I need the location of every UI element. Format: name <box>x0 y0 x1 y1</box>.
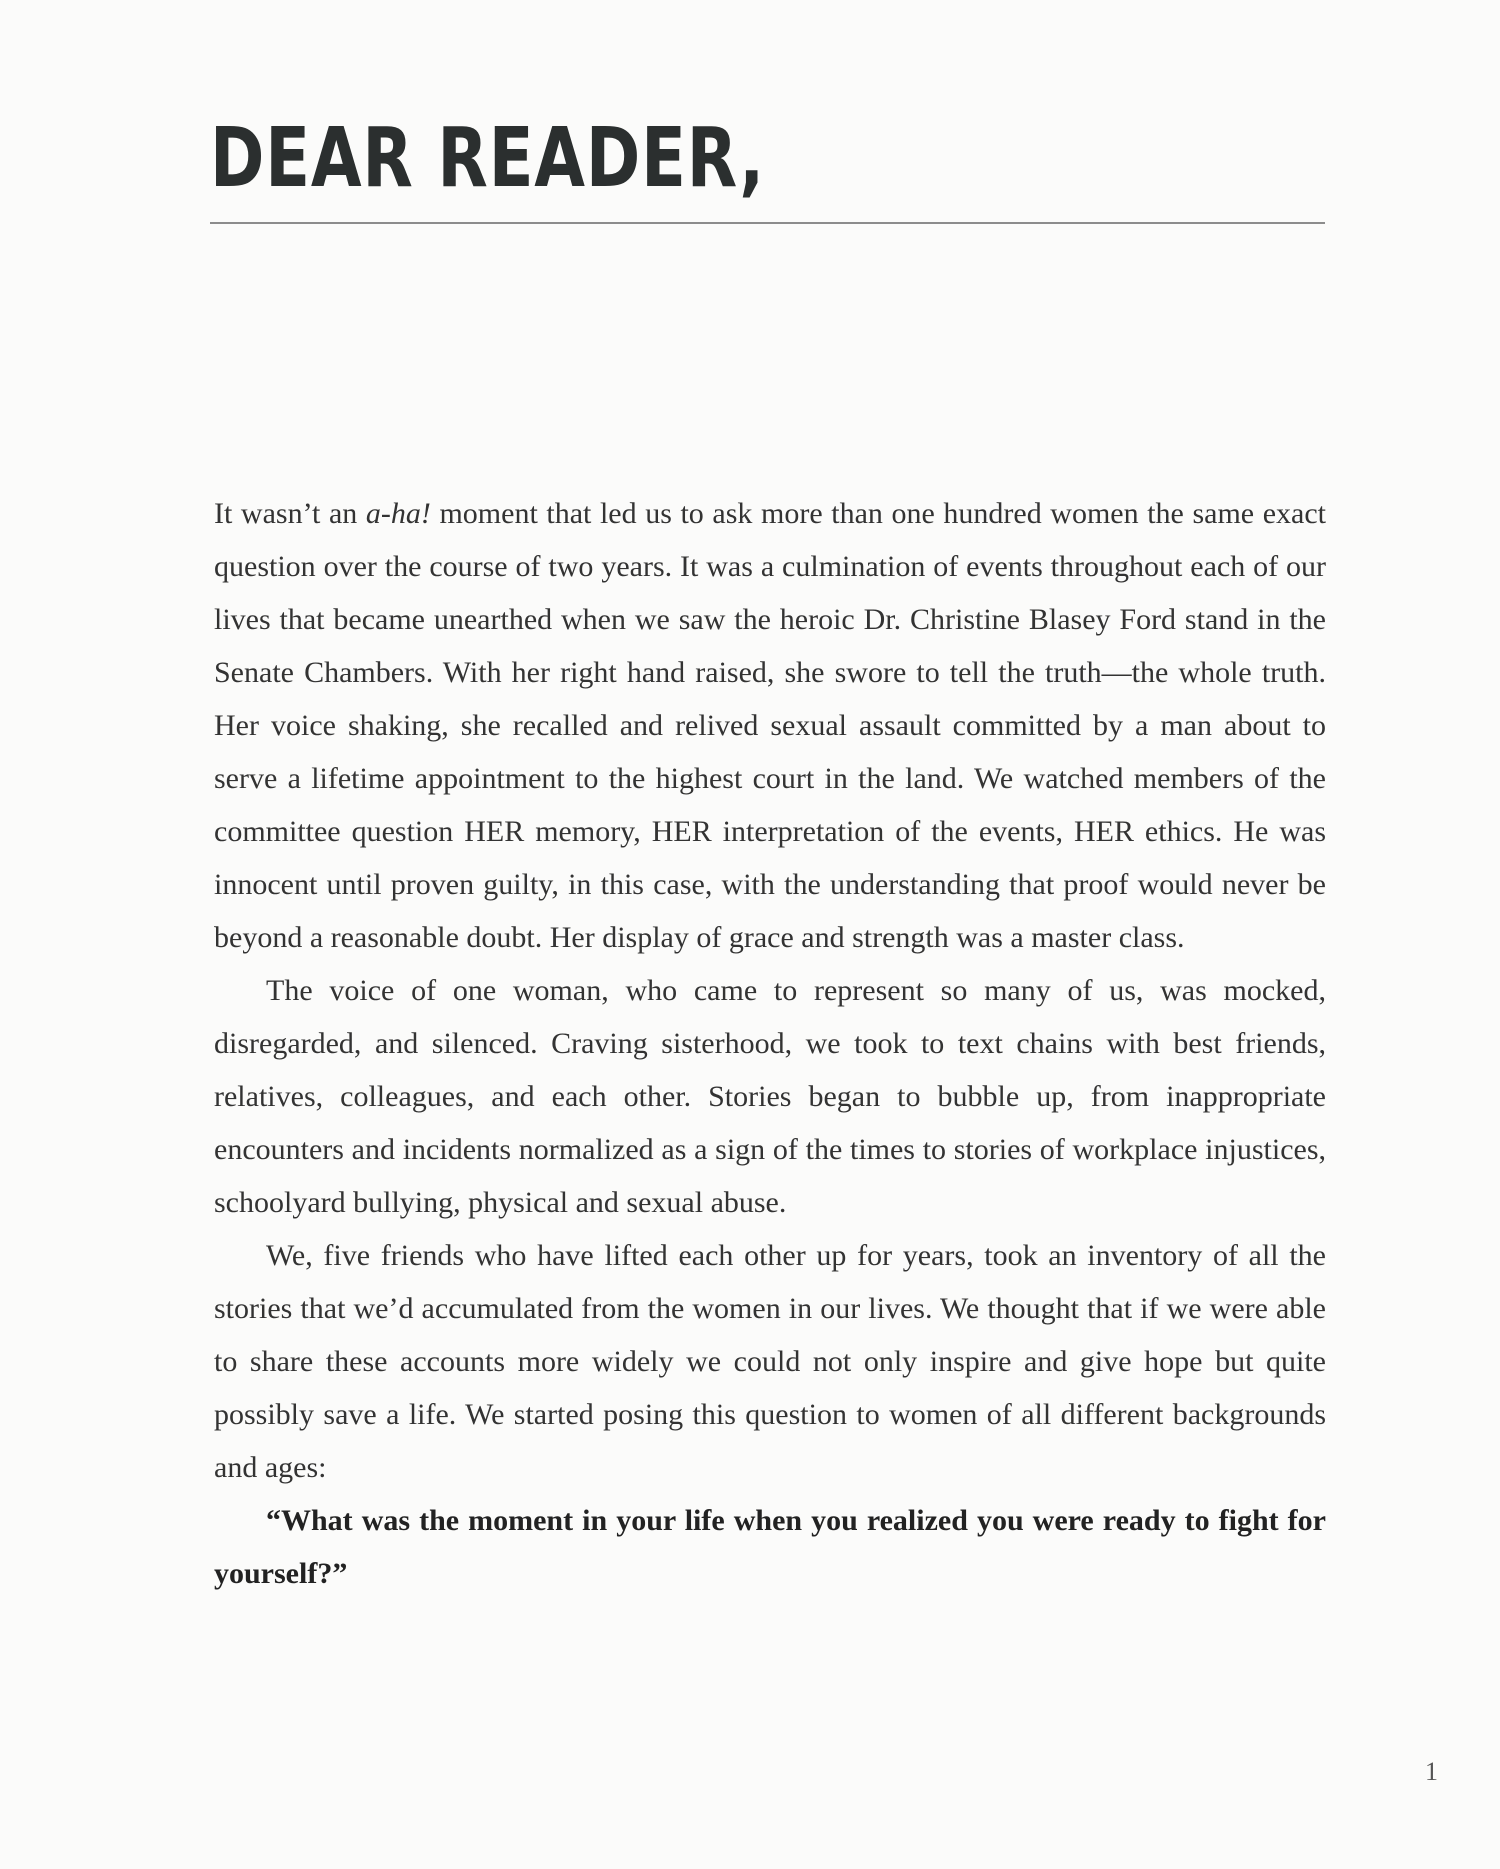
paragraph-1-lead: It wasn’t an <box>214 497 366 530</box>
paragraph-1 <box>214 487 1326 964</box>
paragraph-1-rest: moment that led us to ask more than one hundred women the same exact question over the course of two years. It was a culmination of events throughout each of our lives that became unearthed when we saw the heroic Dr. Christine Blasey Ford stand in the Senate Chambers. With her right hand raised, she swore to tell the truth—the whole truth. Her voice shaking, she recalled and relived sexual assault committed by a man about to serve a lifetime appointment to the highest court in the land. We watched members of the committee question HER memory, HER interpretation of the events, HER ethics. He was innocent until proven guilty, in this case, with the understanding that proof would never be beyond a reasonable doubt. Her display of grace and strength was a master class. <box>214 497 1326 954</box>
page-title: DEAR READER, <box>210 111 765 206</box>
key-question: “What was the moment in your life when you realized you were ready to fight for yourself?” <box>214 1504 1326 1590</box>
letter-body <box>214 487 1326 1600</box>
paragraph-3: We, five friends who have lifted each other up for years, took an inventory of all the stories that we’d accumulated from the women in our lives. We thought that if we were able to share these accounts more widely we could not only inspire and give hope but quite possibly save a life. We started posing this question to women of all different backgrounds and ages: <box>214 1239 1326 1484</box>
title-divider <box>210 222 1325 224</box>
paragraph-2: The voice of one woman, who came to represent so many of us, was mocked, disregarded, and silenced. Craving sisterhood, we took to text chains with best friends, relatives, colleagues, and each other. Stories began to bubble up, from inappropriate encounters and incidents normalized as a sign of the times to stories of workplace injustices, schoolyard bullying, physical and sexual abuse. <box>214 974 1326 1219</box>
page-number: 1 <box>1425 1757 1438 1786</box>
paragraph-1-emphasis: a-ha! <box>365 497 431 530</box>
